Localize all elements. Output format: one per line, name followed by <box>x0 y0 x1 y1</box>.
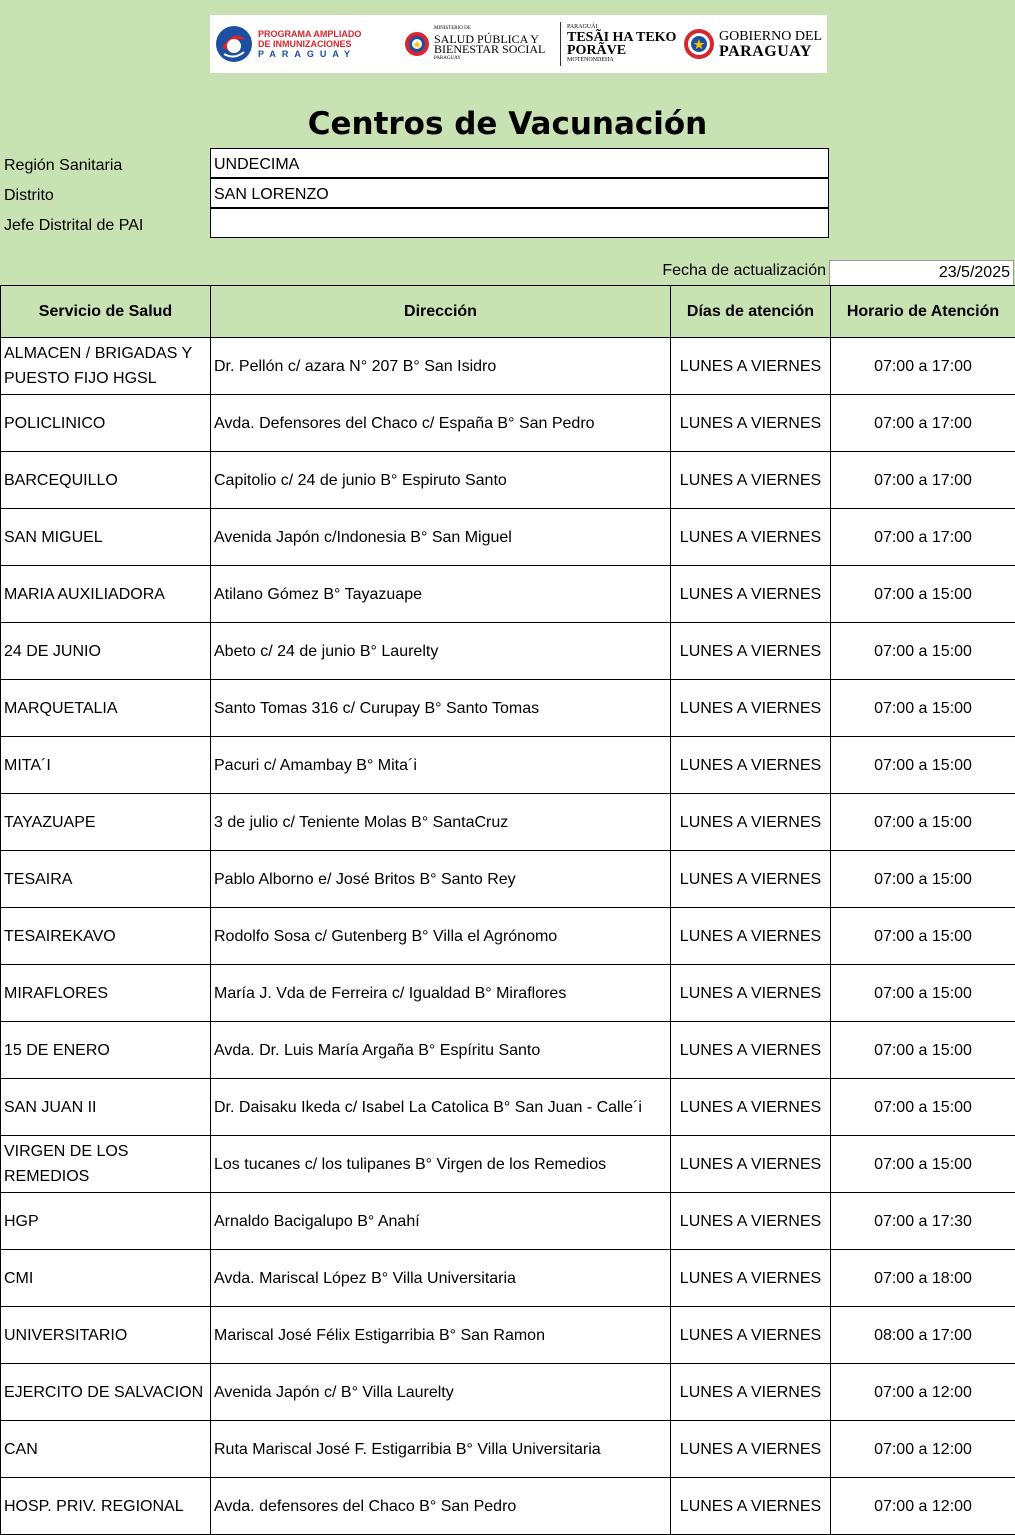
cell-horario[interactable]: 07:00 a 15:00 <box>831 566 1015 623</box>
cell-horario[interactable]: 07:00 a 17:00 <box>831 509 1015 566</box>
cell-direccion[interactable]: María J. Vda de Ferreira c/ Igualdad B° Miraflores <box>211 965 671 1022</box>
table-row <box>1 680 1015 737</box>
table-row <box>1 737 1015 794</box>
cell-dias[interactable]: LUNES A VIERNES <box>671 851 831 908</box>
cell-dias[interactable]: LUNES A VIERNES <box>671 623 831 680</box>
cell-direccion[interactable]: Dr. Daisaku Ikeda c/ Isabel La Catolica B° San Juan - Calle´i <box>211 1079 671 1136</box>
table-row <box>1 1478 1015 1535</box>
cell-servicio[interactable]: MARIA AUXILIADORA <box>1 566 211 623</box>
cell-dias[interactable]: LUNES A VIERNES <box>671 965 831 1022</box>
table-row <box>1 1421 1015 1478</box>
cell-servicio[interactable]: SAN MIGUEL <box>1 509 211 566</box>
msp-small-bottom: PARAGUAY <box>434 56 461 61</box>
cell-servicio[interactable]: HOSP. PRIV. REGIONAL <box>1 1478 211 1535</box>
cell-servicio[interactable]: MITA´I <box>1 737 211 794</box>
cell-dias[interactable]: LUNES A VIERNES <box>671 566 831 623</box>
cell-direccion[interactable]: Avda. Dr. Luis María Argaña B° Espíritu Santo <box>211 1022 671 1079</box>
msp-logo <box>404 15 554 73</box>
logos-banner <box>210 15 827 73</box>
table-row <box>1 1079 1015 1136</box>
jefe-field[interactable] <box>210 208 829 238</box>
tesai-small-bottom: MOTENONDEHA <box>567 57 614 63</box>
cell-horario[interactable]: 07:00 a 17:00 <box>831 395 1015 452</box>
cell-horario[interactable]: 07:00 a 15:00 <box>831 965 1015 1022</box>
cell-servicio[interactable]: TAYAZUAPE <box>1 794 211 851</box>
table-row <box>1 1250 1015 1307</box>
col-header-dias: Días de atención <box>671 286 831 338</box>
cell-horario[interactable]: 07:00 a 15:00 <box>831 680 1015 737</box>
cell-direccion[interactable]: Los tucanes c/ los tulipanes B° Virgen de los Remedios <box>211 1136 671 1193</box>
cell-direccion[interactable]: Ruta Mariscal José F. Estigarribia B° Villa Universitaria <box>211 1421 671 1478</box>
table-row <box>1 1364 1015 1421</box>
cell-horario[interactable]: 07:00 a 15:00 <box>831 908 1015 965</box>
gobierno-line1: GOBIERNO DEL <box>719 29 823 44</box>
cell-direccion[interactable]: Dr. Pellón c/ azara N° 207 B° San Isidro <box>211 338 671 395</box>
cell-servicio[interactable]: CMI <box>1 1250 211 1307</box>
cell-horario[interactable]: 07:00 a 12:00 <box>831 1478 1015 1535</box>
table-row <box>1 1307 1015 1364</box>
cell-direccion[interactable]: Avda. Mariscal López B° Villa Universitaria <box>211 1250 671 1307</box>
cell-horario[interactable]: 07:00 a 17:00 <box>831 452 1015 509</box>
cell-servicio[interactable]: SAN JUAN II <box>1 1079 211 1136</box>
tesai-line2: PORÃVE <box>567 43 627 58</box>
cell-direccion[interactable]: 3 de julio c/ Teniente Molas B° SantaCruz <box>211 794 671 851</box>
cell-servicio[interactable]: TESAIRA <box>1 851 211 908</box>
pai-line2: DE INMUNIZACIONES <box>258 39 352 49</box>
cell-dias[interactable]: LUNES A VIERNES <box>671 680 831 737</box>
cell-servicio[interactable]: ALMACEN / BRIGADAS Y PUESTO FIJO HGSL <box>1 338 211 395</box>
cell-direccion[interactable]: Avenida Japón c/Indonesia B° San Miguel <box>211 509 671 566</box>
cell-dias[interactable]: LUNES A VIERNES <box>671 338 831 395</box>
cell-direccion[interactable]: Rodolfo Sosa c/ Gutenberg B° Villa el Agrónomo <box>211 908 671 965</box>
cell-horario[interactable]: 07:00 a 12:00 <box>831 1364 1015 1421</box>
cell-direccion[interactable]: Santo Tomas 316 c/ Curupay B° Santo Tomas <box>211 680 671 737</box>
cell-servicio[interactable]: TESAIREKAVO <box>1 908 211 965</box>
table-row <box>1 452 1015 509</box>
msp-small-top: MINISTERIO DE <box>434 26 471 31</box>
table-row <box>1 623 1015 680</box>
cell-servicio[interactable]: 15 DE ENERO <box>1 1022 211 1079</box>
cell-dias[interactable]: LUNES A VIERNES <box>671 1421 831 1478</box>
jefe-label: Jefe Distrital de PAI <box>4 217 144 234</box>
table-row <box>1 338 1015 395</box>
cell-direccion[interactable]: Atilano Gómez B° Tayazuape <box>211 566 671 623</box>
cell-dias[interactable]: LUNES A VIERNES <box>671 1364 831 1421</box>
gobierno-line2: PARAGUAY <box>719 43 812 60</box>
cell-direccion[interactable]: Pacuri c/ Amambay B° Mita´i <box>211 737 671 794</box>
cell-direccion[interactable]: Pablo Alborno e/ José Britos B° Santo Rey <box>211 851 671 908</box>
col-header-horario: Horario de Atención <box>831 286 1015 338</box>
table-row <box>1 851 1015 908</box>
cell-servicio[interactable]: VIRGEN DE LOS REMEDIOS <box>1 1136 211 1193</box>
tesai-small-top: PARAGUÁI <box>567 24 598 30</box>
table-row <box>1 1022 1015 1079</box>
table-row <box>1 908 1015 965</box>
cell-dias[interactable]: LUNES A VIERNES <box>671 452 831 509</box>
cell-horario[interactable]: 07:00 a 12:00 <box>831 1421 1015 1478</box>
paraguay-seal-icon <box>404 31 430 57</box>
cell-servicio[interactable]: MARQUETALIA <box>1 680 211 737</box>
cell-horario[interactable]: 07:00 a 15:00 <box>831 794 1015 851</box>
table-row <box>1 965 1015 1022</box>
pai-line1: PROGRAMA AMPLIADO <box>258 29 362 39</box>
cell-direccion[interactable]: Arnaldo Bacigalupo B° Anahí <box>211 1193 671 1250</box>
cell-dias[interactable]: LUNES A VIERNES <box>671 908 831 965</box>
col-header-direccion: Dirección <box>211 286 671 338</box>
cell-servicio[interactable]: CAN <box>1 1421 211 1478</box>
vaccination-centers-table <box>0 285 1015 1535</box>
cell-horario[interactable]: 07:00 a 18:00 <box>831 1250 1015 1307</box>
table-header-row <box>1 286 1015 338</box>
cell-dias[interactable]: LUNES A VIERNES <box>671 1478 831 1535</box>
cell-direccion[interactable]: Avda. Defensores del Chaco c/ España B° San Pedro <box>211 395 671 452</box>
region-field[interactable]: UNDECIMA <box>210 148 829 178</box>
pai-line3: PARAGUAY <box>258 49 357 59</box>
cell-dias[interactable]: LUNES A VIERNES <box>671 794 831 851</box>
cell-servicio[interactable]: 24 DE JUNIO <box>1 623 211 680</box>
gobierno-seal-icon <box>683 28 715 60</box>
update-date-field[interactable]: 23/5/2025 <box>829 260 1014 286</box>
cell-servicio[interactable]: UNIVERSITARIO <box>1 1307 211 1364</box>
cell-direccion[interactable]: Mariscal José Félix Estigarribia B° San Ramon <box>211 1307 671 1364</box>
cell-direccion[interactable]: Capitolio c/ 24 de junio B° Espiruto Santo <box>211 452 671 509</box>
table-row <box>1 1136 1015 1193</box>
cell-horario[interactable]: 07:00 a 15:00 <box>831 1136 1015 1193</box>
msp-line2: BIENESTAR SOCIAL <box>434 42 546 56</box>
cell-dias[interactable]: LUNES A VIERNES <box>671 395 831 452</box>
cell-horario[interactable]: 07:00 a 17:30 <box>831 1193 1015 1250</box>
header-band <box>0 0 1015 285</box>
page-title: Centros de Vacunación <box>307 106 708 142</box>
cell-dias[interactable]: LUNES A VIERNES <box>671 1193 831 1250</box>
pai-logo <box>210 15 404 73</box>
cell-servicio[interactable]: HGP <box>1 1193 211 1250</box>
cell-horario[interactable]: 07:00 a 17:00 <box>831 338 1015 395</box>
cell-horario[interactable]: 07:00 a 15:00 <box>831 623 1015 680</box>
table-row <box>1 395 1015 452</box>
table-row <box>1 1193 1015 1250</box>
cell-dias[interactable]: LUNES A VIERNES <box>671 737 831 794</box>
distrito-label: Distrito <box>4 187 54 204</box>
cell-dias[interactable]: LUNES A VIERNES <box>671 509 831 566</box>
gobierno-logo <box>683 15 823 73</box>
cell-dias[interactable]: LUNES A VIERNES <box>671 1022 831 1079</box>
cell-horario[interactable]: 07:00 a 15:00 <box>831 851 1015 908</box>
table-row <box>1 509 1015 566</box>
col-header-servicio: Servicio de Salud <box>1 286 211 338</box>
cell-horario[interactable]: 08:00 a 17:00 <box>831 1307 1015 1364</box>
cell-direccion[interactable]: Avda. defensores del Chaco B° San Pedro <box>211 1478 671 1535</box>
distrito-field[interactable]: SAN LORENZO <box>210 178 829 208</box>
tesai-logo <box>567 15 683 73</box>
msp-line1: SALUD PÚBLICA Y <box>434 32 539 46</box>
cell-dias[interactable]: LUNES A VIERNES <box>671 1136 831 1193</box>
cell-direccion[interactable]: Abeto c/ 24 de junio B° Laurelty <box>211 623 671 680</box>
region-label: Región Sanitaria <box>4 157 123 174</box>
tesai-line1: TESÃI HA TEKO <box>567 30 677 45</box>
cell-horario[interactable]: 07:00 a 15:00 <box>831 1079 1015 1136</box>
cell-dias[interactable]: LUNES A VIERNES <box>671 1079 831 1136</box>
pai-emblem-icon <box>214 24 254 64</box>
cell-direccion[interactable]: Avenida Japón c/ B° Villa Laurelty <box>211 1364 671 1421</box>
cell-horario[interactable]: 07:00 a 15:00 <box>831 737 1015 794</box>
table-row <box>1 794 1015 851</box>
cell-dias[interactable]: LUNES A VIERNES <box>671 1250 831 1307</box>
cell-horario[interactable]: 07:00 a 15:00 <box>831 1022 1015 1079</box>
table-row <box>1 566 1015 623</box>
update-date-label: Fecha de actualización <box>662 262 826 279</box>
cell-servicio[interactable]: EJERCITO DE SALVACION <box>1 1364 211 1421</box>
cell-dias[interactable]: LUNES A VIERNES <box>671 1307 831 1364</box>
logo-divider <box>560 22 561 66</box>
cell-servicio[interactable]: POLICLINICO <box>1 395 211 452</box>
cell-servicio[interactable]: MIRAFLORES <box>1 965 211 1022</box>
cell-servicio[interactable]: BARCEQUILLO <box>1 452 211 509</box>
